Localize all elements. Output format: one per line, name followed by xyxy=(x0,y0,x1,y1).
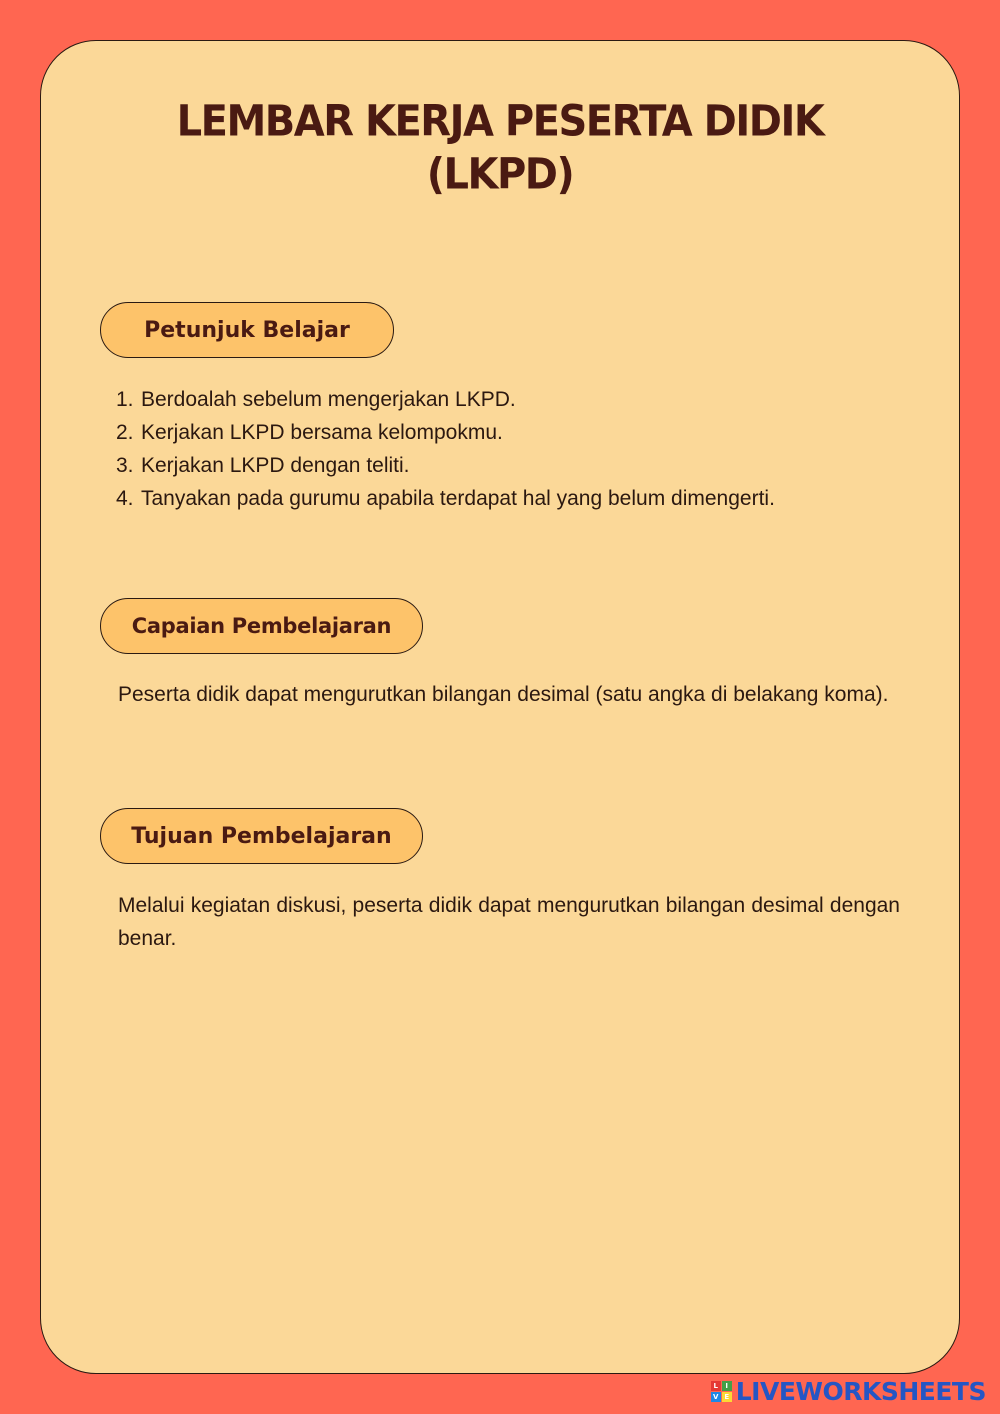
title-line-1: LEMBAR KERJA PESERTA DIDIK xyxy=(176,97,824,146)
logo-letter: L xyxy=(711,1381,721,1391)
page-title xyxy=(40,95,960,201)
section-label-capaian: Capaian Pembelajaran xyxy=(100,598,423,654)
title-line-2: (LKPD) xyxy=(426,150,574,199)
logo-letter: V xyxy=(711,1392,721,1402)
list-item-number: 4. xyxy=(116,487,134,510)
section-label-petunjuk: Petunjuk Belajar xyxy=(100,302,394,358)
list-item-text: Tanyakan pada gurumu apabila terdapat hal yang belum dimengerti. xyxy=(141,487,775,510)
capaian-text: Peserta didik dapat mengurutkan bilangan desimal (satu angka di belakang koma). xyxy=(118,683,889,706)
tujuan-text: Melalui kegiatan diskusi, peserta didik dapat mengurutkan bilangan desimal dengan benar. xyxy=(118,894,900,950)
list-item-number: 1. xyxy=(116,388,134,411)
list-item-text: Kerjakan LKPD bersama kelompokmu. xyxy=(141,421,503,444)
logo-letter: E xyxy=(722,1392,732,1402)
logo-letter: I xyxy=(722,1381,732,1391)
brand-name: LIVEWORKSHEETS xyxy=(735,1377,986,1406)
instruction-list xyxy=(116,383,900,515)
list-item-text: Kerjakan LKPD dengan teliti. xyxy=(141,454,410,477)
list-item-text: Berdoalah sebelum mengerjakan LKPD. xyxy=(141,388,516,411)
list-item-number: 3. xyxy=(116,454,134,477)
list-item xyxy=(116,383,900,416)
list-item-number: 2. xyxy=(116,421,134,444)
list-item xyxy=(116,449,900,482)
section-label-tujuan: Tujuan Pembelajaran xyxy=(100,808,423,864)
list-item xyxy=(116,416,900,449)
live-logo-icon xyxy=(711,1381,732,1402)
list-item xyxy=(116,482,900,515)
liveworksheets-logo[interactable] xyxy=(711,1377,986,1406)
